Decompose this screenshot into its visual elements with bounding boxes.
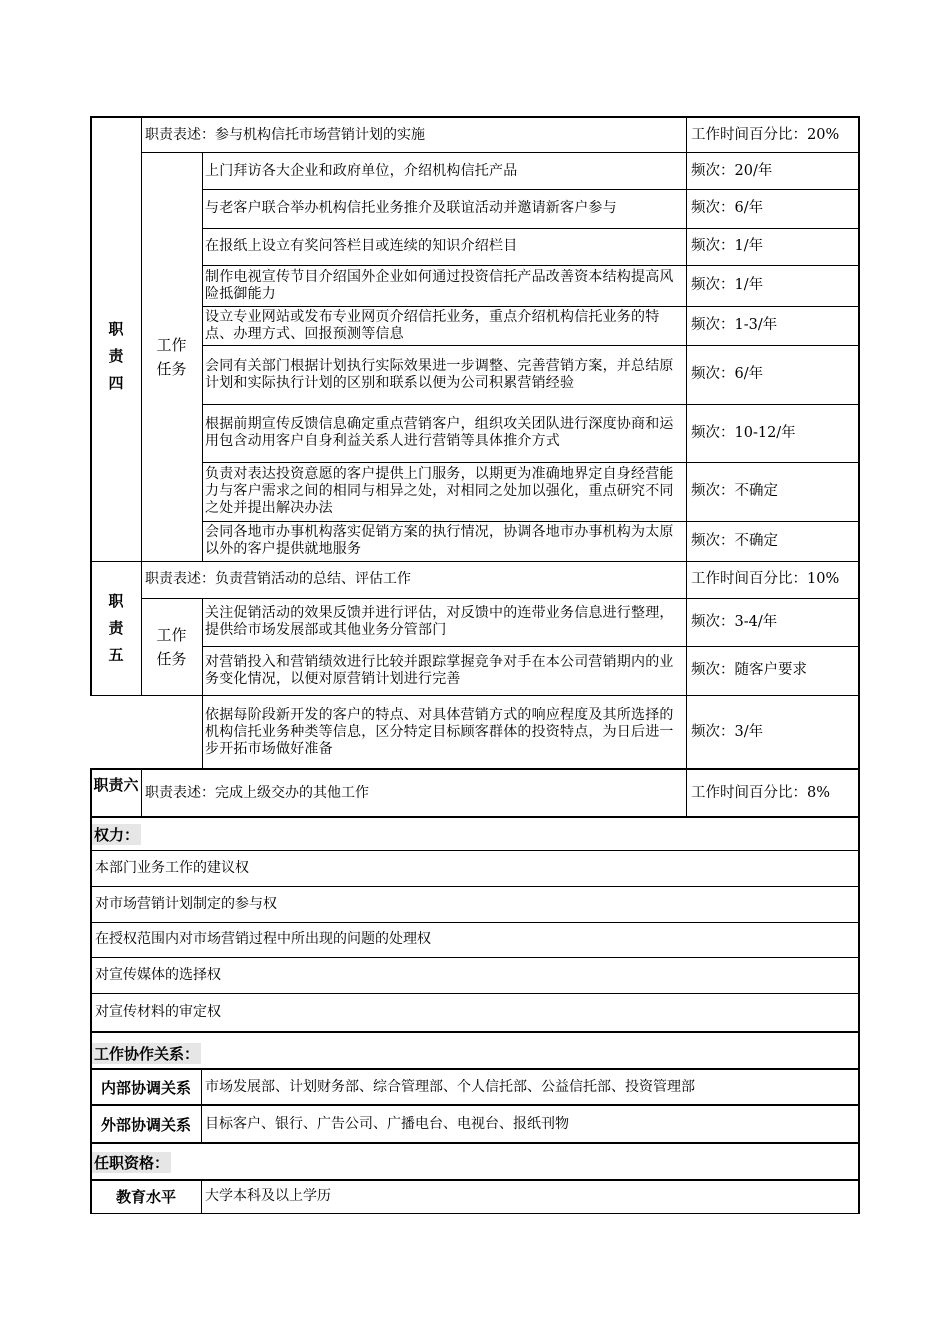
duty6-time-percent: 工作时间百分比：8% [691, 784, 831, 801]
external-relations-label: 外部协调关系 [100, 1115, 191, 1134]
duty4-task-3: 在报纸上设立有奖问答栏目或连续的知识介绍栏目 [205, 238, 518, 254]
duty4-task-9-freq: 频次：不确定 [691, 532, 778, 549]
duty4-task-5-freq: 频次：1-3/年 [691, 317, 778, 333]
duty4-label: 职 责 四 [108, 320, 124, 392]
duty5-time-percent: 工作时间百分比：10% [691, 571, 840, 587]
duty5-task-2: 对营销投入和营销绩效进行比较并跟踪掌握竞争对手在本公司营销期内的业务变化情况，以便对原营销计划进行完善 [205, 653, 674, 687]
duty5-label: 职 责 五 [108, 591, 124, 664]
duty4-task-7: 根据前期宣传反馈信息确定重点营销客户，组织攻关团队进行深度协商和运用包含动用客户自身利益关系人进行营销等具体推介方式 [205, 416, 674, 449]
internal-relations-value: 市场发展部、计划财务部、综合管理部、个人信托部、公益信托部、投资管理部 [205, 1078, 695, 1095]
duty4-task-3-freq: 频次：1/年 [691, 238, 764, 254]
duty4-task-1: 上门拜访各大企业和政府单位，介绍机构信托产品 [205, 162, 518, 179]
internal-relations-label: 内部协调关系 [100, 1078, 191, 1097]
duty4-task-8: 负责对表达投资意愿的客户提供上门服务，以期更为准确地界定自身经营能力与客户需求之间的相同与相异之处，对相同之处加以强化，重点研究不同之处并提出解决办法 [205, 466, 674, 516]
education-value: 大学本科及以上学历 [205, 1188, 331, 1204]
duty5-task-3-freq: 频次：3/年 [691, 723, 764, 740]
duty4-task-4: 制作电视宣传节目介绍国外企业如何通过投资信托产品改善资本结构提高风险抵御能力 [205, 268, 674, 302]
power-item-4: 对宣传媒体的选择权 [95, 966, 221, 983]
power-item-3: 在授权范围内对市场营销过程中所出现的问题的处理权 [95, 931, 431, 947]
duty4-task-8-freq: 频次：不确定 [691, 483, 778, 499]
duty5-task-1-freq: 频次：3-4/年 [691, 613, 778, 630]
duty4-task-2: 与老客户联合举办机构信托业务推介及联谊活动并邀请新客户参与 [205, 200, 617, 216]
relations-heading: 工作协作关系： [94, 1045, 200, 1063]
duty4-task-4-freq: 频次：1/年 [691, 277, 764, 293]
duty4-description: 职责表述：参与机构信托市场营销计划的实施 [145, 126, 425, 143]
duty4-task-9: 会同各地市办事机构落实促销方案的执行情况，协调各地市办事机构为太原以外的客户提供就地服务 [205, 524, 674, 557]
duty4-time-percent: 工作时间百分比：20% [691, 126, 840, 143]
duty6-description: 职责表述：完成上级交办的其他工作 [145, 784, 369, 801]
external-relations-value: 目标客户、银行、广告公司、广播电台、电视台、报纸刊物 [205, 1115, 569, 1132]
education-label: 教育水平 [115, 1188, 176, 1206]
duty5-task-1: 关注促销活动的效果反馈并进行评估，对反馈中的连带业务信息进行整理，提供给市场发展部或其他业务分管部门 [205, 605, 674, 638]
powers-heading: 权力： [94, 826, 140, 844]
qualifications-heading: 任职资格： [94, 1154, 170, 1172]
duty5-task-3: 依据每阶段新开发的客户的特点、对具体营销方式的响应程度及其所选择的机构信托业务种类等信息，区分特定目标顾客群体的投资特点，为日后进一步开拓市场做好准备 [205, 706, 674, 757]
duty4-task-6: 会同有关部门根据计划执行实际效果进一步调整、完善营销方案，并总结原计划和实际执行计划的区别和联系以便为公司积累营销经验 [205, 357, 674, 391]
duty5-task-2-freq: 频次：随客户要求 [691, 662, 807, 678]
duty5-task-label: 工作 任务 [156, 625, 187, 668]
duty4-task-label: 工作 任务 [156, 336, 187, 378]
duty4-task-6-freq: 频次：6/年 [691, 366, 764, 382]
duty4-task-2-freq: 频次：6/年 [691, 200, 764, 216]
power-item-2: 对市场营销计划制定的参与权 [95, 895, 277, 912]
duty5-description: 职责表述：负责营销活动的总结、评估工作 [145, 571, 411, 587]
power-item-1: 本部门业务工作的建议权 [95, 859, 249, 876]
duty4-task-7-freq: 频次：10-12/年 [691, 424, 796, 441]
duty4-task-5: 设立专业网站或发布专业网页介绍信托业务，重点介绍机构信托业务的特点、办理方式、回报预测等信息 [205, 308, 660, 342]
duty6-label: 职责六 [93, 776, 139, 794]
duty4-task-1-freq: 频次：20/年 [691, 162, 773, 179]
power-item-5: 对宣传材料的审定权 [95, 1003, 221, 1020]
